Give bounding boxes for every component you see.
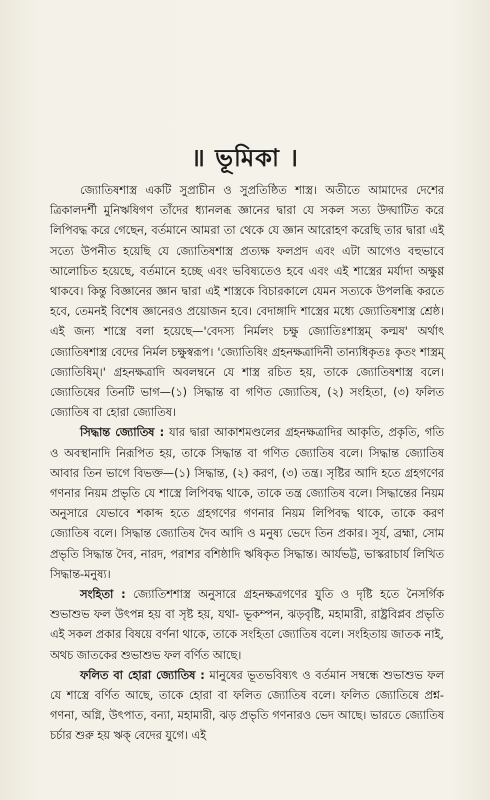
paragraph-samhita [50, 585, 444, 666]
page-title: ॥ ভূমিকা । [191, 143, 299, 172]
paragraph-text: জ্যোতিশশাস্ত্র অনুসারে গ্রহনক্ষত্রগণের যুতি ও দৃষ্টি হতে নৈসর্গিক শুভাশুভ ফল উৎপন্ন হয় বা সৃষ্ট হয়, যথা- ভূকম্পন, ঝড়বৃষ্টি, মহামারী, রাষ্ট্রবিপ্লব প্রভৃতি এই সকল প্রকার বিষয়ে বর্ণনা থাকে, তাকে সংহিতা জ্যোতিষ বলে। সংহিতায় জাতক নাই, অথচ জাতকের শুভাশুভ ফল বর্ণিত আছে। [50, 588, 444, 662]
paragraph-text: জ্যোতিষশাস্ত্র একটি সুপ্রাচীন ও সুপ্রতিষ্ঠিত শাস্ত্র। অতীতে আমাদের দেশের ত্রিকালদর্শী মুনিঋষিগণ তাঁদের ধ্যানলব্ধ জ্ঞানের দ্বারা যে সকল সত্য উদ্ঘাটিত করে লিপিবদ্ধ করে গেছেন, বর্তমানে আমরা তা থেকে যে জ্ঞান আরোহণ করেছি তার দ্বারা এই সত্যে উপনীত হয়েছি যে জ্যোতিষশাস্ত্র প্রত্যক্ষ ফলপ্রদ এবং এটা আগেও বহুভাবে আলোচিত হয়েছে, বর্তমানে হচ্ছে এবং ভবিষ্যতেও হবে এবং এই শাস্ত্রের মর্যাদা অক্ষুণ্ণ থাকবে। কিন্তু বিজ্ঞানের জ্ঞান দ্বারা এই শাস্ত্রকে বিচারকালে যেমন সত্যকে উপলব্ধি করতে হবে, তেমনই বিশেষ জ্ঞানেরও প্রয়োজন হবে। বেদাঙ্গাদি শাস্ত্রের মধ্যে জ্যোতিষশাস্ত্র শ্রেষ্ঠ। এই জন্য শাস্ত্রে বলা হয়েছে—'বেদস্য নির্মলং চক্ষু জ্যোতিঃশাস্ত্রম্ কল্মষ' অর্থাৎ জ্যোতিষশাস্ত্র বেদের নির্মল চক্ষুস্বরূপ। 'জ্যোতিষিং গ্রহনক্ষত্রাদিনী তান্যধিকৃতঃ কৃতং শাস্ত্রম্ জ্যোতিষিম্।' গ্রহনক্ষত্রাদি অবলম্বনে যে শাস্ত্র রচিত হয়, তাকে জ্যোতিষশাস্ত্র বলে। জ্যোতিষের তিনটি ভাগ—(১) সিদ্ধান্ত বা গণিত জ্যোতিষ, (২) সংহিতা, (৩) ফলিত জ্যোতিষ বা হোরা জ্যোতিষ। [50, 184, 444, 420]
paragraph-text: মানুষের ভূতভবিষ্যৎ ও বর্তমান সম্বন্ধে শুভাশুভ ফল যে শাস্ত্রে বর্ণিত আছে, তাকে হোরা বা ফলিত জ্যোতিষ বলে। ফলিত জ্যোতিষে প্রশ্ন-গণনা, অগ্নি, উৎপাত, বন্যা, মহামারী, ঝড় প্রভৃতি গণনারও ভেদ আছে। ভারতে জ্যোতিষ চর্চার শুরু হয় ঋক্ বেদের যুগে। এই [50, 668, 444, 743]
body-text [50, 181, 444, 747]
paragraph-introduction [50, 181, 444, 423]
paragraph-lead: সিদ্ধান্ত জ্যোতিষ : [80, 426, 165, 440]
paragraph-lead: সংহিতা : [80, 588, 126, 602]
paragraph-siddhanta [50, 423, 444, 585]
paragraph-hora [50, 666, 444, 747]
paragraph-lead: ফলিত বা হোরা জ্যোতিষ : [80, 668, 205, 682]
paragraph-text: যার দ্বারা আকাশমণ্ডলের গ্রহনক্ষত্রাদির আকৃতি, প্রকৃতি, গতি ও অবস্থানাদি নিরূপিত হয়, তাকে সিদ্ধান্ত বা গণিত জ্যোতিষ বলে। সিদ্ধান্ত জ্যোতিষ আবার তিন ভাগে বিভক্ত—(১) সিদ্ধান্ত, (২) করণ, (৩) তন্ত্র। সৃষ্টির আদি হতে গ্রহগণের গণনার নিয়ম প্রভৃতি যে শাস্ত্রে লিপিবদ্ধ থাকে, তাকে তন্ত্র জ্যোতিষ বলে। সিদ্ধান্তের নিয়ম অনুসারে যেভাবে শকাব্দ হতে গ্রহগণের গণনার নিয়ম লিপিবদ্ধ থাকে, তাকে করণ জ্যোতিষ বলে। সিদ্ধান্ত জ্যোতিষ দৈব আদি ও মনুষ্য ভেদে তিন প্রকার। সূর্য, ব্রহ্মা, সোম প্রভৃতি সিদ্ধান্ত দৈব, নারদ, পরাশর বশিষ্ঠাদি ঋষিকৃত সিদ্ধান্ত। আর্যভট্ট, ভাস্করাচার্য লিখিত সিদ্ধান্ত-মনুষ্য। [50, 426, 444, 581]
